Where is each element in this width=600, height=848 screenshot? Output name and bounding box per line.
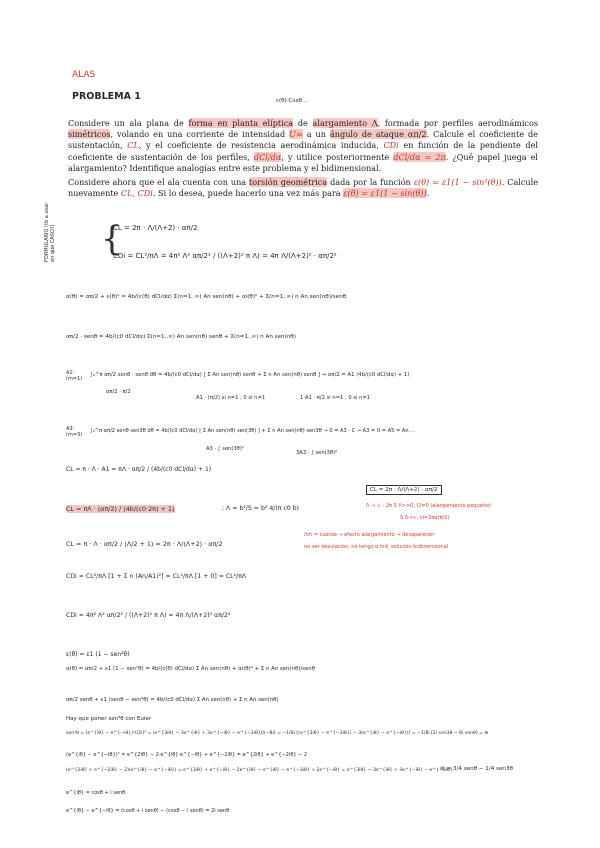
highlight: torsión geométrica: [249, 177, 328, 188]
cl-formula: CL = 2π · Λ/(Λ+2) · απ/2: [113, 224, 198, 232]
eps-definition: ε(θ) = ε1 (1 − sen²θ): [66, 651, 130, 658]
text: , formada por perfiles aerodinámicos: [377, 118, 538, 128]
euler-line-5: e^{iθ} − e^{−iθ} = (cosθ + i senθ) − (cosθ − i senθ) = 2i senθ: [66, 808, 230, 814]
cdi-equation: CDi = CL²/πΛ [1 + Σ n (An/A1)²] = CL²/πΛ [1 + 0] = CL²/πΛ: [66, 573, 247, 580]
problem-paragraph-2: [68, 177, 538, 199]
a1-label: A1: (m=1): [66, 370, 83, 382]
brace-icon: {: [101, 219, 123, 259]
text: Considere ahora que el ala cuenta con una: [68, 177, 250, 188]
side-label: FORMULARIO (tb a usar en que CASO?): [44, 202, 56, 262]
alpha-torsion-sen: απ/2 senθ + ε1 (senθ − sen³θ) = 4b/(c0 dCl/dα) Σ An sen(nθ) + Σ n An sen(nθ): [66, 697, 279, 703]
a3-label: A3: (m=3): [66, 426, 83, 438]
problem-statement: [68, 118, 538, 202]
text: en función de la pendiente del coeficiente de sustentación de los perfiles,: [68, 140, 538, 162]
box-note-1: Λ → ∞ : 2π S Λ>>0, Cl=0 (alargamiento pequeño): [366, 503, 491, 509]
euler-line-4: e^{iθ} = cosθ + i senθ: [66, 790, 126, 796]
text: .: [426, 188, 430, 199]
cl-box-formula: CL = 2π · Λ/(Λ+2) · απ/2: [366, 485, 442, 495]
course-label: ALAS: [72, 70, 96, 80]
math: CL: [127, 140, 139, 151]
problem-paragraph-1: [68, 118, 538, 174]
alpha-sen-equation: απ/2 · senθ = 4b/(c0 dCl/dα) Σ(n=1..∞) An sen(nθ) senθ + Σ(n=1..∞) n An sen(nθ): [66, 334, 296, 340]
a1-underbrace-3: 1·A1 · π/2 si n=1 ; 0 si n≠1: [300, 395, 371, 401]
cl-pi-a1: CL = π · Λ · A1 = πΛ · απ/2 / (4b/(c0 dCl/dα) + 1): [66, 466, 212, 473]
euler-note: Hay que poner sen³θ con Euler: [66, 716, 152, 722]
top-annotation: c(θ)·Cosθ...: [276, 98, 308, 104]
cl-highlight: CL = πΛ · (απ/2) / (4b/(c0·2π) + 1): [66, 505, 175, 513]
text: . ¿Qué papel juega el alargamiento? Identifique analogías entre este problema y el bidimensional.: [68, 151, 538, 173]
a3-underbrace-2: 3A3 · ∫ sen(3θ)²: [296, 450, 338, 456]
a1-underbrace-2: A1 · (π/2) si n=1 ; 0 si n≠1: [196, 395, 266, 401]
cdi-formula: CDi = CL²/πΛ = 4π² Λ² απ/2² / ((Λ+2)² π Λ) = 4π Λ/(Λ+2)² · απ/2²: [113, 252, 337, 260]
highlight: ángulo de ataque απ/2: [329, 129, 427, 140]
text: , y el coeficiente de resistencia aerodinámica inducida,: [138, 140, 384, 151]
text: . Calcule el coeficiente de sustentación,: [68, 129, 538, 151]
text: , y utilice posteriormente: [281, 151, 394, 162]
math: U∞: [289, 129, 303, 140]
text: . Si lo desea, puede hacerlo una vez más para: [152, 188, 344, 199]
highlight: alargamiento Λ: [312, 118, 378, 128]
math: ε(θ) = ε1(1 − sin(θ)): [343, 188, 427, 199]
text: , volando en una corriente de intensidad: [110, 129, 290, 140]
math: CL, CDi: [120, 188, 153, 199]
alpha-torsion: α(θ) = απ/2 + ε1 (1 − sen²θ) = 4b/(c(θ) dCl/dα) Σ An sen(nθ) + αi(θ)⁰ + Σ n An sen(nθ)/senθ: [66, 666, 316, 672]
text: . Calcule nuevamente: [68, 177, 538, 199]
red-note-1: Λm = cuerda → efecto alargamiento → desaparecen: [304, 532, 435, 538]
math: ε(θ) = ε1(1 − sin²(θ)): [413, 177, 502, 188]
a1-equation: ∫₀^π απ/2 senθ · senθ dθ = 4b/(c0 dCl/dα) [ Σ An sen(nθ) senθ + Σ n An sen(nθ) senθ ] → απ/2 = A1 (4b/(c0 dCl/dα) + 1): [90, 372, 410, 378]
a1-underbrace-1: απ/2 · π/2: [106, 389, 131, 395]
a3-underbrace-1: A3 · ∫ sen(3θ)²: [206, 446, 244, 452]
euler-result: ⊛ = 3/4 senθ − 1/4 sen3θ: [440, 766, 513, 772]
box-note-2: S Λ→∞, cl=2πα(π/2): [400, 515, 450, 521]
text: de: [293, 118, 313, 128]
euler-line-2: (e^{iθ} − e^{−iθ})² = e^{2iθ} − 2·e^{iθ}·e^{−iθ} + e^{−2iθ} = e^{2iθ} + e^{−2iθ} − 2: [66, 752, 308, 758]
alpha-equation: α(θ) = απ/2 + ε(θ)⁰ = 4b/(c(θ) dCl/dα) Σ(n=1..∞) An sen(nθ) + αi(θ)⁰ + Σ(n=1..∞) n An sen(nθ)/senθ: [66, 294, 347, 300]
text: a un: [302, 129, 330, 140]
problem-title: PROBLEMA 1: [72, 91, 141, 102]
euler-line-3: (e^{2iθ} + e^{−2iθ} − 2)(e^{iθ} − e^{−iθ}) = e^{3iθ} + e^{−iθ} − 2e^{iθ} − e^{iθ} − e^{−3iθ} + 2e^{−iθ} = e^{3iθ} − 3e^{iθ} + 3e^{−iθ} − e^{−3iθ}: [66, 768, 453, 773]
math: dCl/dα = 2π: [393, 151, 446, 162]
cl-result: CL = π · Λ · απ/2 / (Λ/2 + 1) = 2π · Λ/(Λ+2) · απ/2: [66, 540, 223, 548]
cdi-final: CDi = 4π² Λ² απ/2² / ((Λ+2)² π Λ) = 4π Λ/(Λ+2)² απ/2²: [66, 612, 231, 619]
lambda-definition: ; Λ = b²/S = b² 4/(π c0 b): [222, 505, 300, 512]
text: Considere un ala plana de: [68, 118, 189, 128]
math: CDi: [383, 140, 399, 151]
euler-line-1: sen³θ = (e^{iθ} − e^{−iθ})³/(2i)³ = (e^{3iθ} − 3e^{iθ} + 3e^{−iθ} − e^{−3iθ})/(−8i) = −1/8i [(e^{3iθ} − e^{−3iθ}) − 3(e^{iθ} − e^{−iθ})] = −1/8i [2i sen3θ − 6i senθ] = ⊛: [66, 731, 489, 736]
red-note-2: no ver desviación, no tengo α ind, solución bidimensional: [304, 544, 449, 550]
a3-equation: ∫₀^π απ/2 senθ sen3θ dθ = 4b/(c0 dCl/dα) [ Σ An sen(nθ) sen(3θ) ] + Σ n An sen(nθ) sen3θ → 0 = A3 · C → A3 = 0 = A5 = An ...: [90, 428, 416, 434]
highlight: simétricos: [68, 129, 111, 140]
text: dada por la función: [327, 177, 414, 188]
highlight: forma en planta elíptica: [188, 118, 294, 128]
math: dCl/dα: [253, 151, 282, 162]
